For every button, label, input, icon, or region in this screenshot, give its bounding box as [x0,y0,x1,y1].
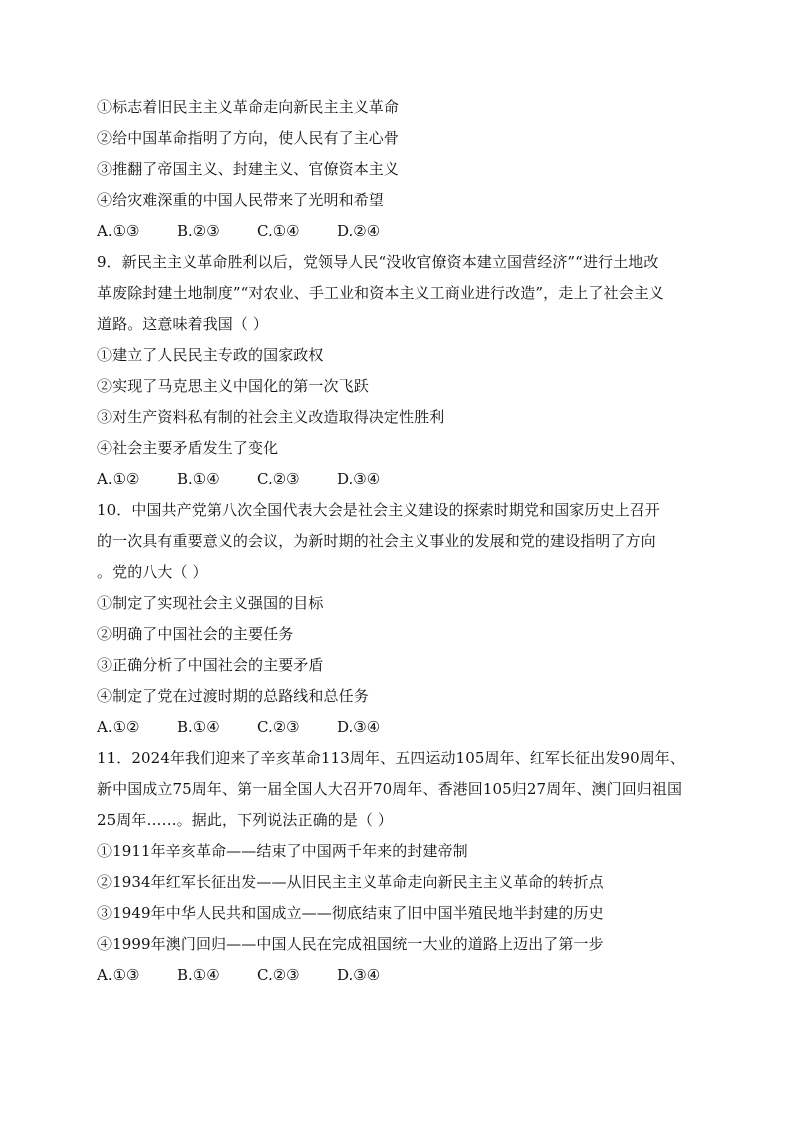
option-c: C.②③ [257,470,300,488]
option-c: C.②③ [257,718,300,736]
statement-3: ③对生产资料私有制的社会主义改造取得决定性胜利 [97,408,445,426]
question-9 [97,247,707,495]
statement-2: ②1934年红军长征出发——从旧民主主义革命走向新民主主义革命的转折点 [97,873,604,891]
statement-1: ①标志着旧民主主义革命走向新民主主义革命 [97,98,400,116]
statement-4: ④给灾难深重的中国人民带来了光明和希望 [97,191,384,209]
statement-1: ①制定了实现社会主义强国的目标 [97,594,324,612]
question-8-continued [97,92,707,247]
question-stem-line: 10．中国共产党第八次全国代表大会是社会主义建设的探索时期党和国家历史上召开 [97,501,660,519]
question-stem-line: 9．新民主主义革命胜利以后，党领导人民“没收官僚资本建立国营经济”“进行土地改 [97,253,659,271]
option-c: C.①④ [257,222,300,240]
question-stem-line: 新中国成立75周年、第一届全国人大召开70周年、香港回105归27周年、澳门回归祖国 [97,780,683,798]
question-stem-line: 11．2024年我们迎来了辛亥革命113周年、五四运动105周年、红军长征出发90周年、 [97,749,686,767]
answer-options [97,712,707,743]
question-10 [97,495,707,743]
statement-2: ②给中国革命指明了方向，使人民有了主心骨 [97,129,400,147]
option-a: A.①③ [97,966,140,984]
statement-4: ④1999年澳门回归——中国人民在完成祖国统一大业的道路上迈出了第一步 [97,935,604,953]
statement-4: ④社会主要矛盾发生了变化 [97,439,279,457]
statement-3: ③1949年中华人民共和国成立——彻底结束了旧中国半殖民地半封建的历史 [97,904,604,922]
question-stem-line: 革废除封建土地制度”“对农业、手工业和资本主义工商业进行改造”，走上了社会主义 [97,284,664,302]
option-a: A.①③ [97,222,140,240]
option-b: B.②③ [177,222,220,240]
question-stem-line: 的一次具有重要意义的会议，为新时期的社会主义事业的发展和党的建设指明了方向 [97,532,656,550]
answer-options [97,216,707,247]
statement-2: ②明确了中国社会的主要任务 [97,625,294,643]
statement-2: ②实现了马克思主义中国化的第一次飞跃 [97,377,369,395]
statement-3: ③正确分析了中国社会的主要矛盾 [97,656,324,674]
document-page [97,92,707,991]
option-d: D.③④ [337,470,381,488]
question-11 [97,743,707,991]
option-a: A.①② [97,470,140,488]
answer-options [97,960,707,991]
answer-options [97,464,707,495]
option-b: B.①④ [177,966,220,984]
statement-1: ①1911年辛亥革命——结束了中国两千年来的封建帝制 [97,842,468,860]
statement-1: ①建立了人民民主专政的国家政权 [97,346,324,364]
option-b: B.①④ [177,470,220,488]
option-d: D.③④ [337,966,381,984]
statement-3: ③推翻了帝国主义、封建主义、官僚资本主义 [97,160,400,178]
option-c: C.②③ [257,966,300,984]
option-d: D.③④ [337,718,381,736]
question-stem-line: 道路。这意味着我国（ ） [97,315,268,333]
option-d: D.②④ [337,222,381,240]
question-stem-line: 。党的八大（ ） [97,563,208,581]
option-a: A.①② [97,718,140,736]
statement-4: ④制定了党在过渡时期的总路线和总任务 [97,687,369,705]
question-stem-line: 25周年……。据此，下列说法正确的是（ ） [97,811,393,829]
option-b: B.①④ [177,718,220,736]
